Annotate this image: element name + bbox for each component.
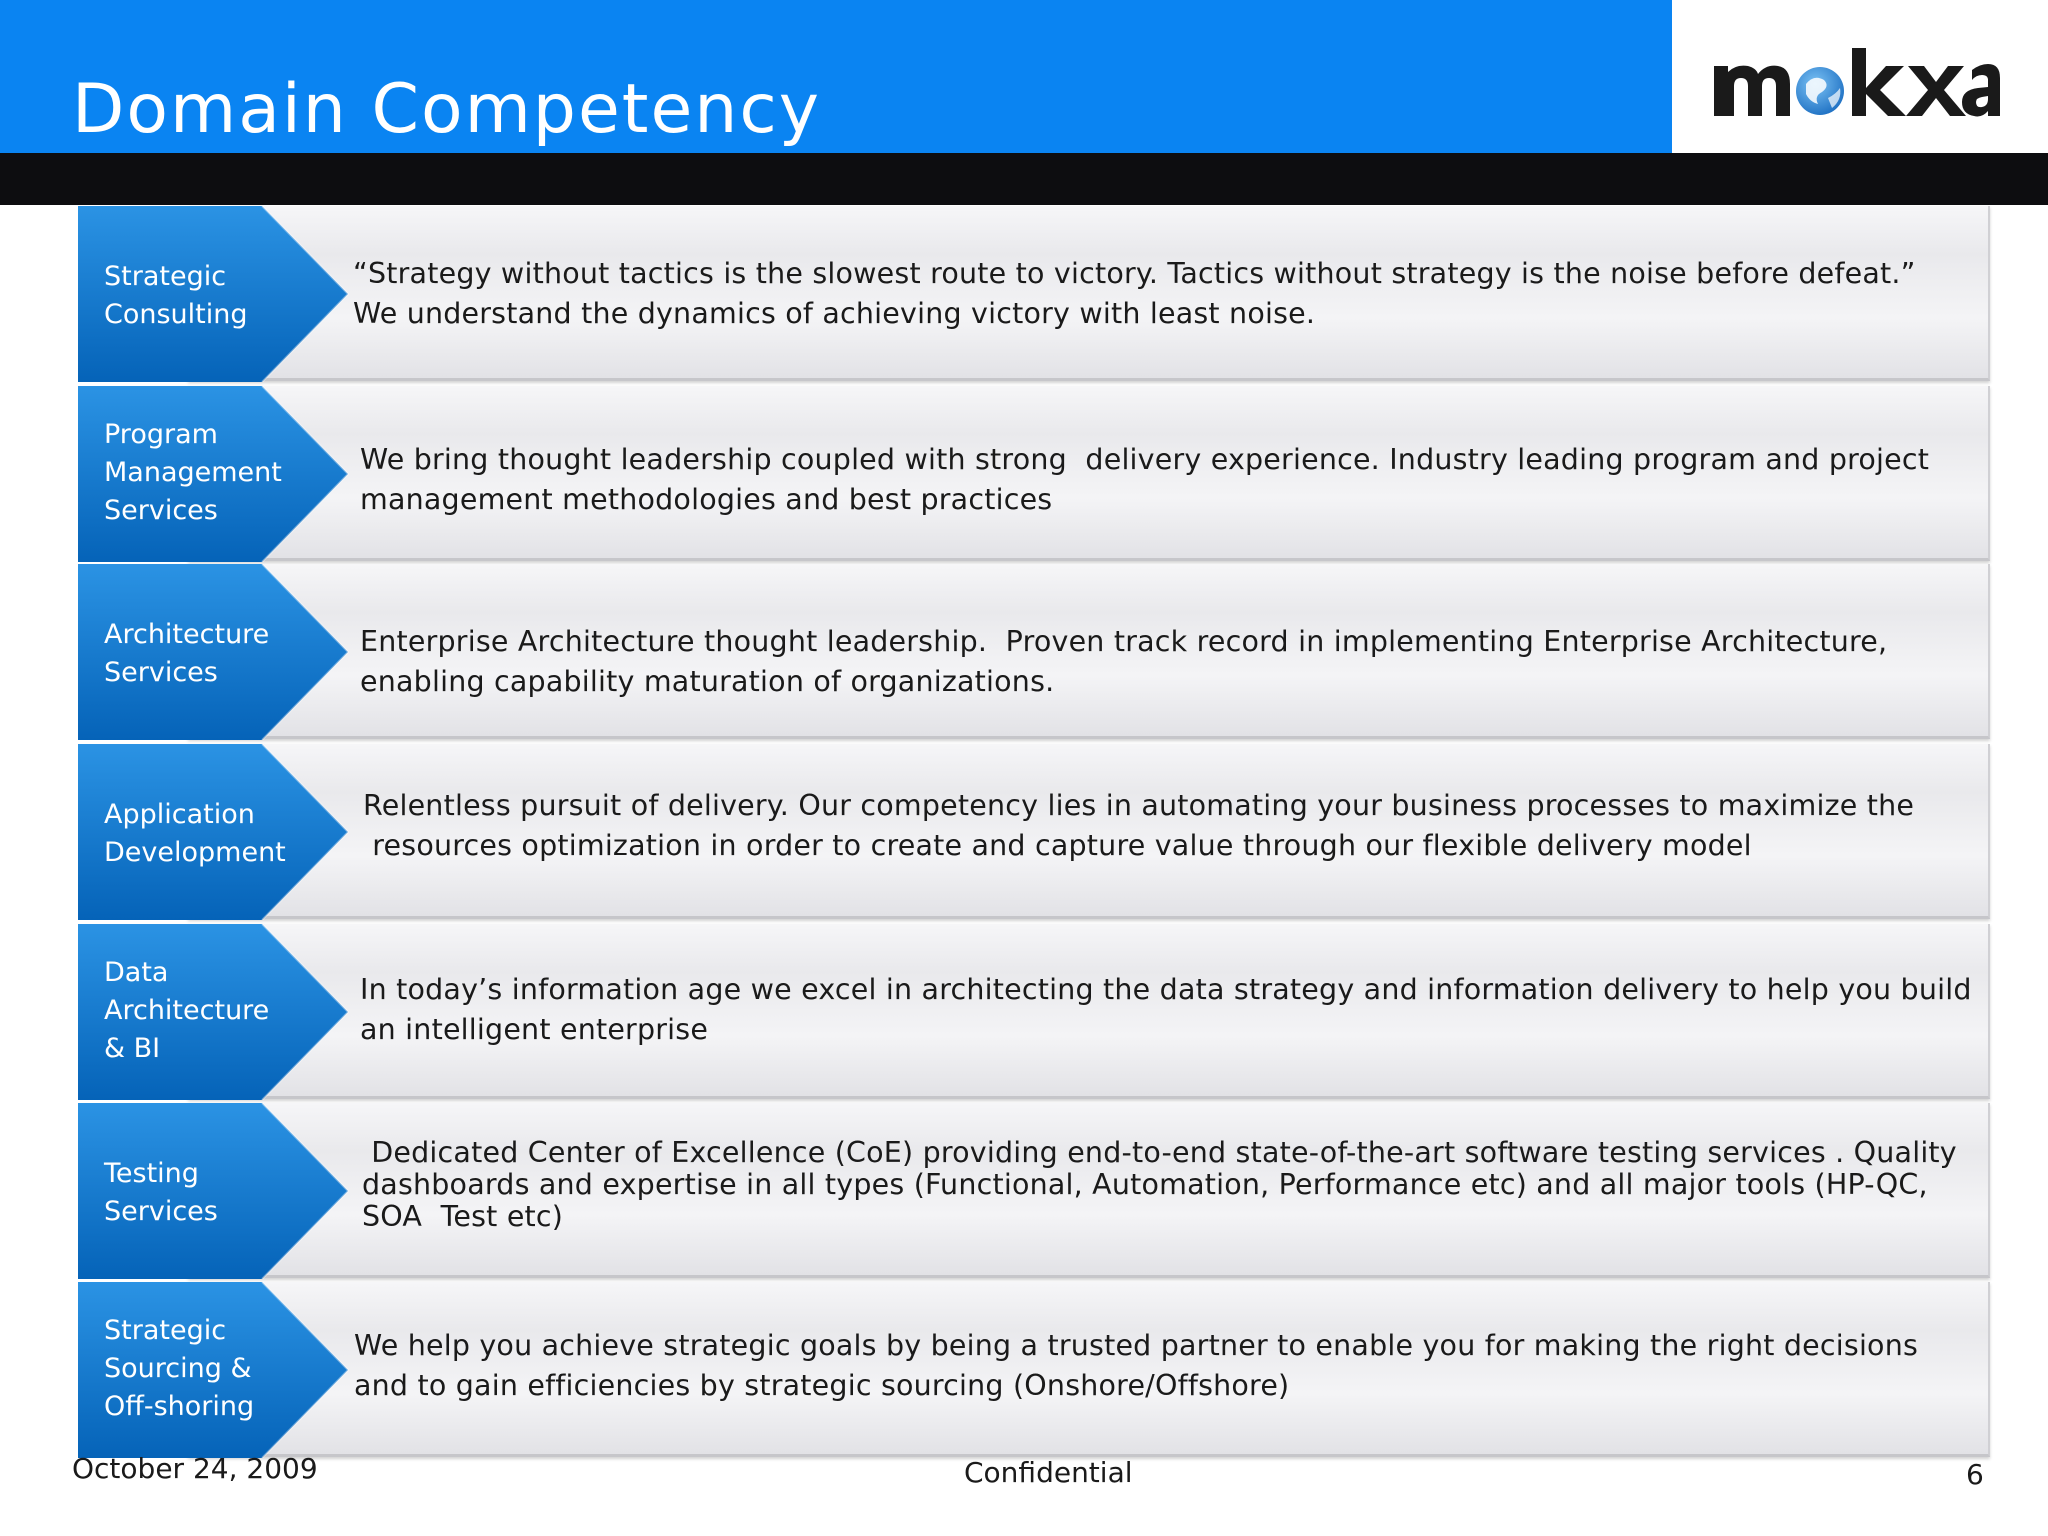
competency-row [78,1282,1990,1458]
category-label-line: Off-shoring [104,1391,255,1422]
competency-row [78,564,1990,740]
description-line: management methodologies and best practices [360,483,1053,516]
category-label-line: Consulting [104,299,248,330]
description-line: We bring thought leadership coupled with strong delivery experience. Industry leading program and project [360,443,1930,476]
footer-confidential: Confidential [964,1456,1133,1489]
category-label-line: Architecture [104,619,270,650]
row-description-text [363,786,2023,866]
row-description-text [360,970,2020,1050]
description-line: dashboards and expertise in all types (Functional, Automation, Performance etc) and all major tools (HP-QC, [362,1168,1928,1201]
row-category-label [104,1312,304,1426]
row-category-label [104,796,304,872]
description-line: We help you achieve strategic goals by being a trusted partner to enable you for making the right decisions [354,1329,1919,1362]
description-line: “Strategy without tactics is the slowest route to victory. Tactics without strategy is the noise before defeat.” [353,257,1916,290]
category-label-line: Services [104,495,218,526]
header-divider-band [0,153,2048,205]
row-category-label [104,954,304,1068]
description-line: enabling capability maturation of organizations. [360,665,1055,698]
category-label-line: Sourcing & [104,1353,252,1384]
category-label-line: Application [104,799,255,830]
description-line: resources optimization in order to create and capture value through our flexible delivery model [363,829,1752,862]
footer-date: October 24, 2009 [72,1452,318,1485]
category-label-line: Architecture [104,995,270,1026]
competency-row [78,924,1990,1100]
footer-page-number: 6 [1966,1458,1984,1491]
row-category-label [104,258,304,334]
slide-title: Domain Competency [72,70,822,149]
row-category-label [104,416,304,530]
description-line: SOA Test etc) [362,1200,564,1233]
row-category-label [104,616,304,692]
description-line: In today’s information age we excel in architecting the data strategy and information delivery to help you build [360,973,1972,1006]
category-label-line: Testing [104,1158,199,1189]
category-label-line: Strategic [104,1315,227,1346]
row-description-text [360,622,2020,702]
category-label-line: & BI [104,1033,161,1064]
row-description-text [362,1137,2022,1233]
category-label-line: Services [104,1196,218,1227]
description-line: an intelligent enterprise [360,1013,709,1046]
row-description-text [354,1326,2014,1406]
competency-row [78,744,1990,920]
description-line: and to gain efficiencies by strategic sourcing (Onshore/Offshore) [354,1369,1290,1402]
category-label-line: Program [104,419,218,450]
category-label-line: Development [104,837,286,868]
category-label-line: Management [104,457,282,488]
category-label-line: Data [104,957,169,988]
category-label-line: Strategic [104,261,227,292]
mokxa-logo [1710,44,2002,124]
description-line: Enterprise Architecture thought leadership. Proven track record in implementing Enterprise Architecture, [360,625,1888,658]
description-line: We understand the dynamics of achieving victory with least noise. [353,297,1316,330]
competency-row [78,206,1990,382]
description-line: Relentless pursuit of delivery. Our competency lies in automating your business processes to maximize the [363,789,1915,822]
row-description-text [353,254,2013,334]
competency-row [78,386,1990,562]
category-label-line: Services [104,657,218,688]
row-description-text [360,440,2020,520]
competency-row [78,1103,1990,1279]
description-line: Dedicated Center of Excellence (CoE) providing end-to-end state-of-the-art software testing services . Quality [362,1136,1957,1169]
row-category-label [104,1155,304,1231]
